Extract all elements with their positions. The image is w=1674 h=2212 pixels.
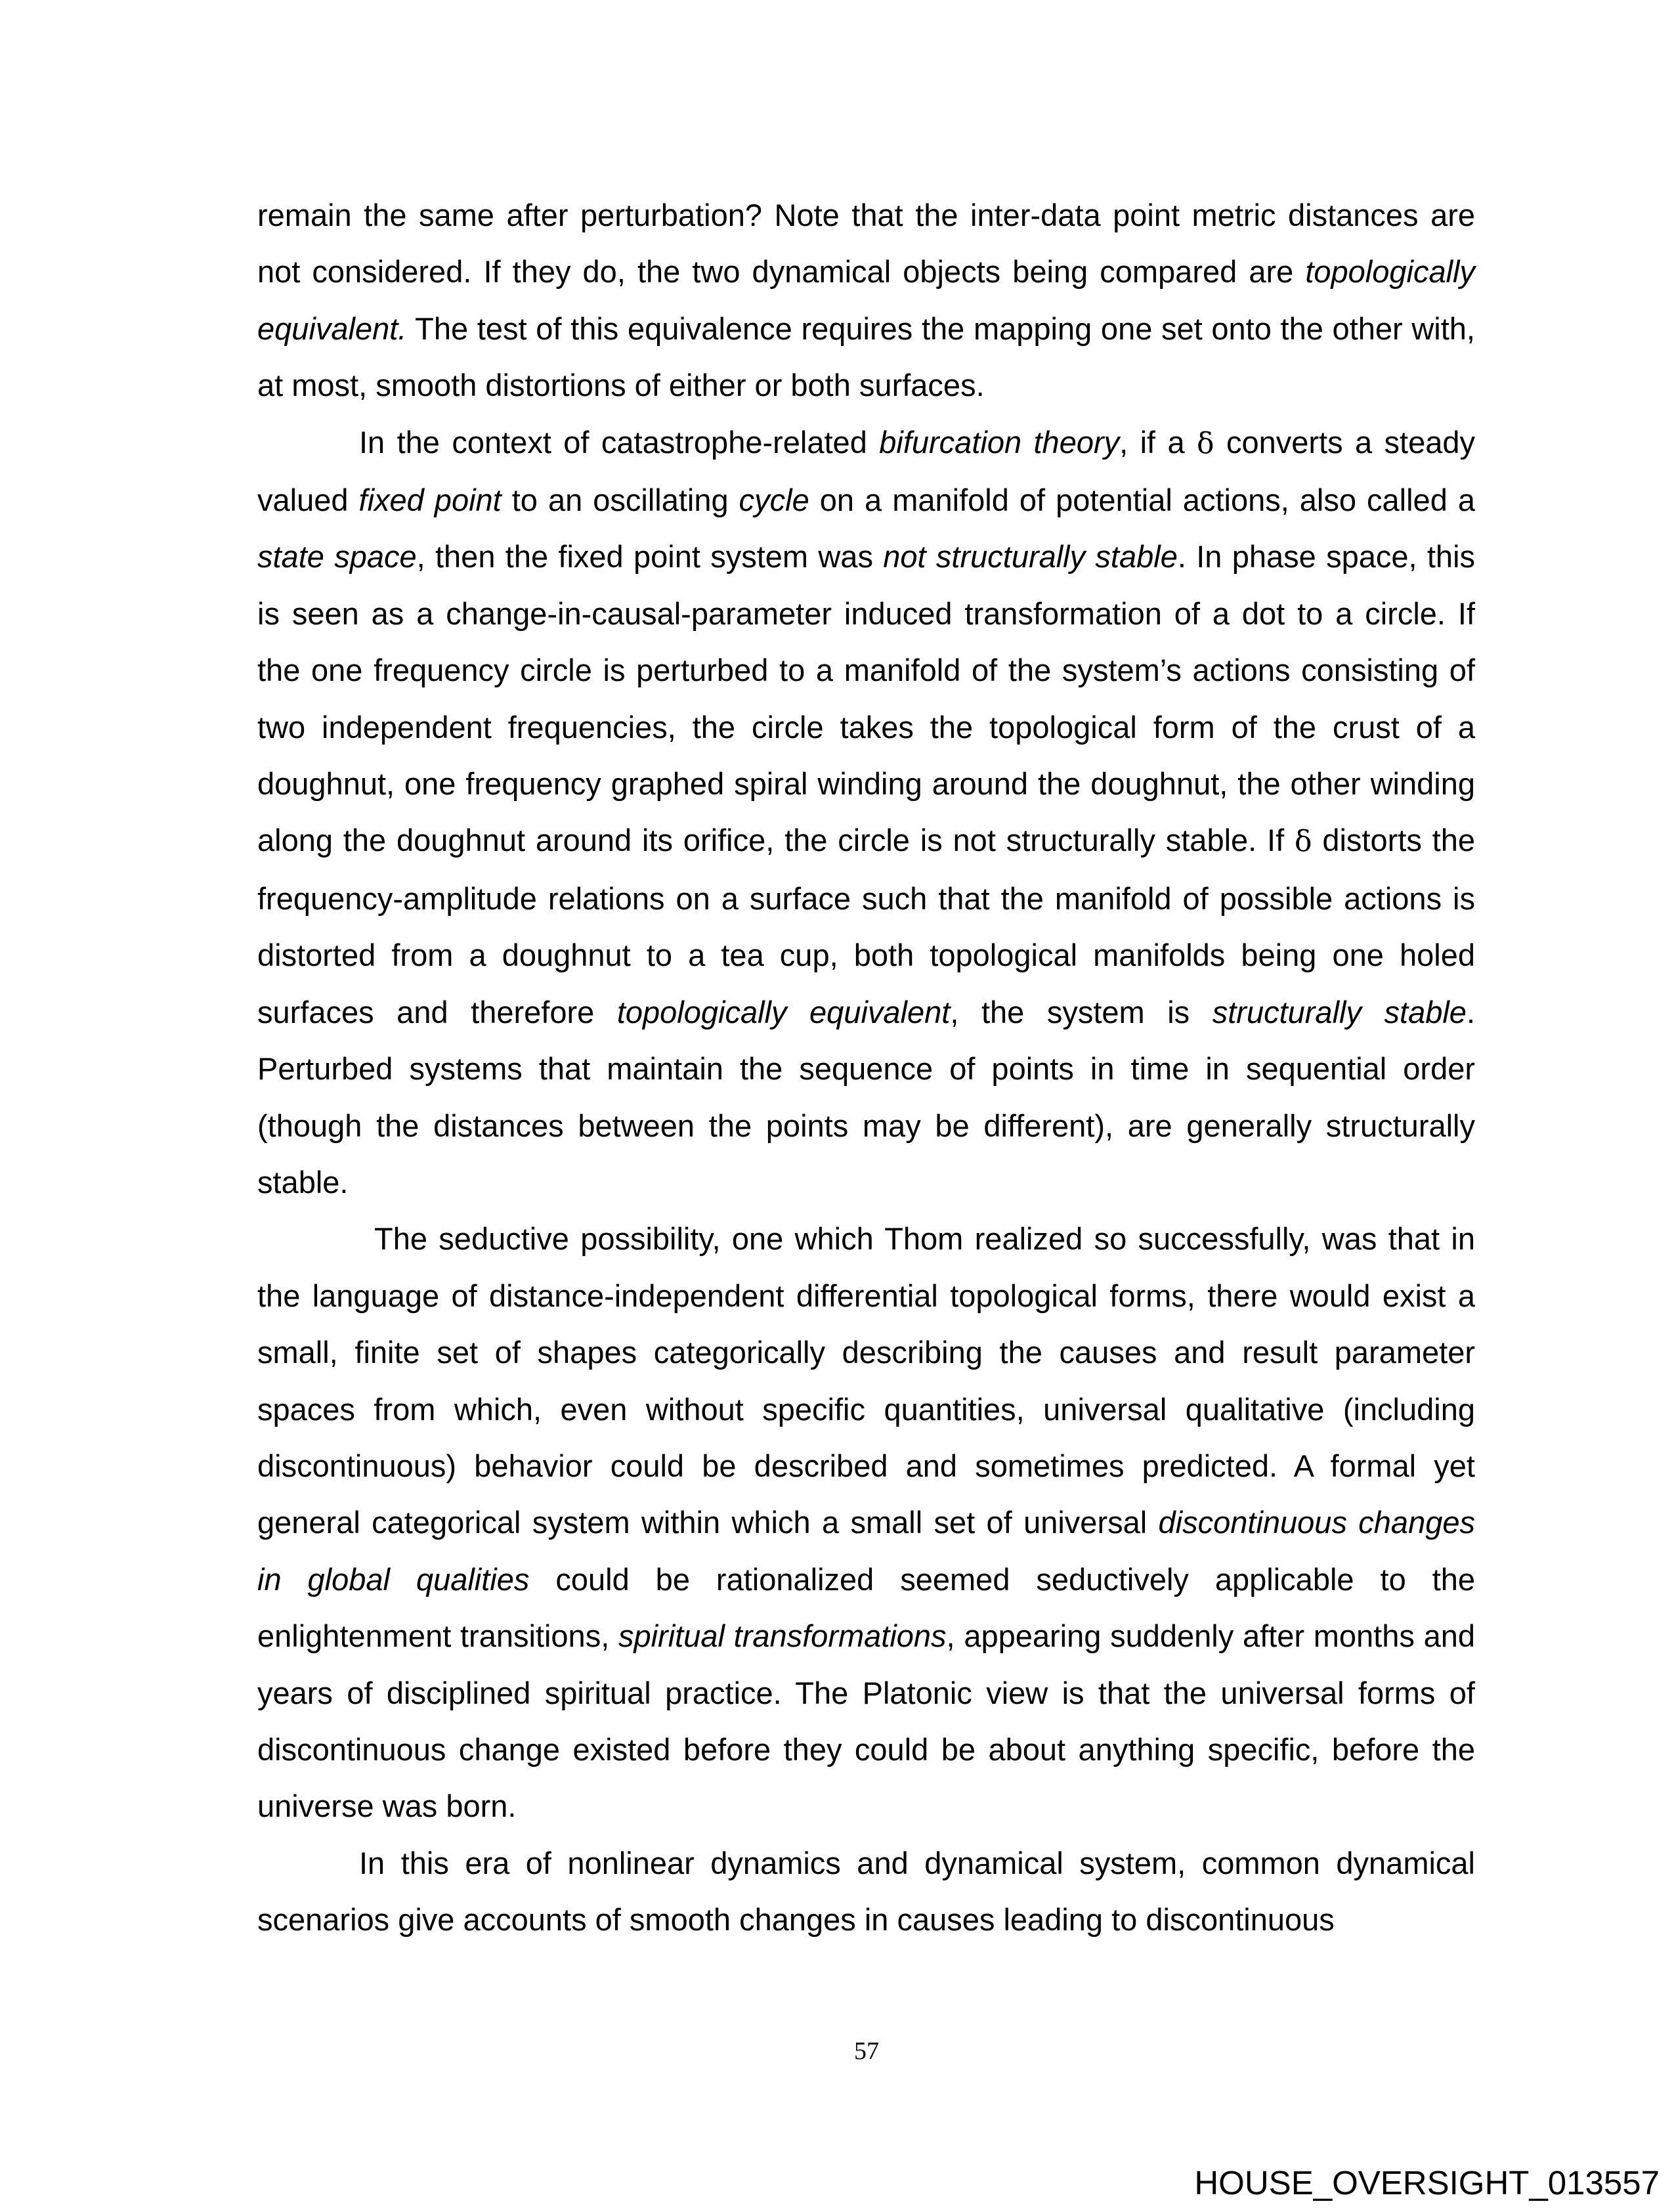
- italic-term-spiritual-transformations: spiritual transformations: [618, 1618, 947, 1654]
- text-run: , then the fixed point system was: [416, 539, 884, 575]
- italic-term-not-structurally-stable: not structurally stable: [883, 539, 1178, 575]
- delta-symbol: δ: [1197, 426, 1214, 460]
- text-run: , the system is: [950, 994, 1213, 1030]
- text-run: could be rationalized seemed seductively applicable to the enlightenment transitions,: [257, 1561, 1476, 1654]
- text-run: , appearing suddenly after months and years of disciplined spiritual practice. The Platonic view is that the universal forms of discontinuous change existed before they could be about anything specific, before the universe was born.: [257, 1618, 1475, 1824]
- italic-term-topologically-equivalent: topologically equivalent.: [257, 254, 1475, 346]
- text-run: remain the same after perturbation? Note that the inter-data point metric distances are not considered. If they do, the two dynamical objects being compared are: [257, 198, 1475, 290]
- bates-stamp: HOUSE_OVERSIGHT_013557: [1194, 2164, 1660, 2201]
- italic-term-state-space: state space: [257, 539, 417, 575]
- text-run: , if a: [1119, 424, 1197, 460]
- italic-term-fixed-point: fixed point: [358, 483, 502, 518]
- italic-term-structurally-stable: structurally stable: [1212, 994, 1467, 1030]
- page-number: 57: [854, 2037, 879, 2065]
- text-run: to an oscillating: [501, 483, 739, 518]
- paragraph-4: [257, 1835, 1475, 1949]
- text-run: In the context of catastrophe-related: [359, 424, 880, 460]
- text-run: The seductive possibility, one which Thom realized so successfully, was that in the language of distance-independent differential topological forms, there would exist a small, finite set of shapes categorically describing the causes and result parameter spaces from which, even without specific quantities, universal qualitative (including discontinuous) behavior could be described and sometimes predicted. A formal yet general categorical system within which a small set of universal: [257, 1221, 1475, 1540]
- text-run: on a manifold of potential actions, also called a: [809, 483, 1475, 518]
- body-text: [257, 187, 1475, 1949]
- text-run: converts a steady valued: [257, 424, 1475, 518]
- text-run: . In phase space, this is seen as a change-in-causal-parameter induced transformation of a dot to a circle. If the one frequency circle is perturbed to a manifold of the system’s actions consisting of two independent frequencies, the circle takes the topological form of the crust of a doughnut, one frequency graphed spiral winding around the doughnut, the other winding along the doughnut around its orifice, the circle is not structurally stable. If: [257, 539, 1476, 858]
- paragraph-1: [257, 187, 1475, 414]
- italic-term-discontinuous-changes: discontinuous changes in global qualities: [257, 1505, 1475, 1597]
- paragraph-2: [257, 414, 1475, 1211]
- text-run: distorts the frequency-amplitude relations on a surface such that the manifold of possible actions is distorted from a doughnut to a tea cup, both topological manifolds being one holed surfaces and therefore: [257, 823, 1475, 1030]
- paragraph-3: [257, 1211, 1475, 1834]
- text-run: . Perturbed systems that maintain the sequence of points in time in sequential order (though the distances between the points may be different), are generally structurally stable.: [257, 994, 1475, 1200]
- delta-symbol: δ: [1295, 825, 1312, 859]
- italic-term-topologically-equivalent: topologically equivalent: [616, 994, 951, 1030]
- text-run: In this era of nonlinear dynamics and dynamical system, common dynamical scenarios give accounts of smooth changes in causes leading to discontinuous: [257, 1845, 1475, 1938]
- italic-term-cycle: cycle: [739, 483, 809, 518]
- italic-term-bifurcation-theory: bifurcation theory: [879, 424, 1120, 460]
- text-run: The test of this equivalence requires the mapping one set onto the other with, at most, smooth distortions of either or both surfaces.: [257, 311, 1475, 403]
